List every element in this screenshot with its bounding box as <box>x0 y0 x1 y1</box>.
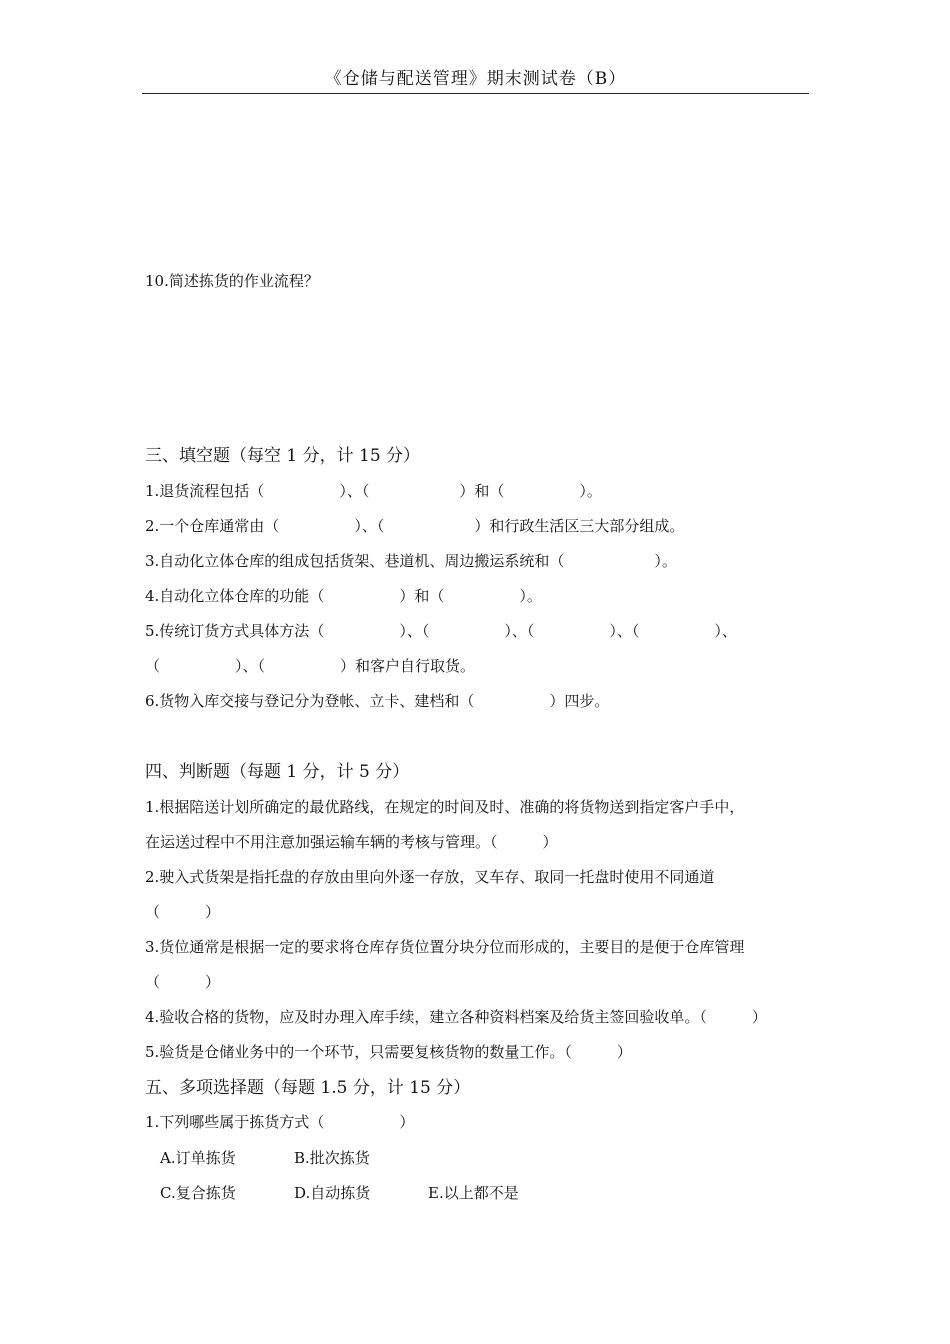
true-false-question-continued: 在运送过程中不用注意加强运输车辆的考核与管理。（ ） <box>145 833 558 851</box>
fill-blank-question-continued: （ ）、（ ）和客户自行取货。 <box>145 657 476 675</box>
fill-blank-question: 1.退货流程包括（ ）、（ ）和（ ）。 <box>145 482 602 500</box>
fill-blank-question: 6.货物入库交接与登记分为登帐、立卡、建档和（ ）四步。 <box>145 692 610 710</box>
true-false-question-continued: （ ） <box>145 903 221 921</box>
true-false-question: 5.验货是仓储业务中的一个环节，只需要复核货物的数量工作。（ ） <box>145 1043 632 1061</box>
page-header-title: 《仓储与配送管理》期末测试卷（B） <box>324 69 627 89</box>
fill-blank-question: 4.自动化立体仓库的功能（ ）和（ ）。 <box>145 587 542 605</box>
true-false-question: 1.根据陪送计划所确定的最优路线，在规定的时间及时、准确的将货物送到指定客户手中， <box>145 798 745 816</box>
section-5-title: 五、多项选择题（每题 1.5 分，计 15 分） <box>145 1078 471 1098</box>
option-e: E.以上都不是 <box>428 1184 519 1202</box>
section-3-title: 三、填空题（每空 1 分，计 15 分） <box>145 446 421 466</box>
true-false-question-continued: （ ） <box>145 973 221 991</box>
true-false-question: 3.货位通常是根据一定的要求将仓库存货位置分块分位而形成的，主要目的是便于仓库管理 <box>145 938 745 956</box>
section-4-title: 四、判断题（每题 1 分，计 5 分） <box>145 762 410 782</box>
true-false-question: 4.验收合格的货物，应及时办理入库手续，建立各种资料档案及给货主签回验收单。（ ） <box>145 1008 767 1026</box>
multiple-choice-question: 1.下列哪些属于拣货方式（ ） <box>145 1113 415 1131</box>
header-rule <box>142 93 809 94</box>
option-b: B.批次拣货 <box>294 1149 370 1167</box>
option-c: C.复合拣货 <box>160 1184 236 1202</box>
fill-blank-question: 3.自动化立体仓库的组成包括货架、巷道机、周边搬运系统和（ ）。 <box>145 552 677 570</box>
true-false-question: 2.驶入式货架是指托盘的存放由里向外逐一存放，叉车存、取同一托盘时使用不同通道 <box>145 868 715 886</box>
fill-blank-question: 5.传统订货方式具体方法（ ）、（ ）、（ ）、（ ）、 <box>145 622 737 640</box>
question-10: 10.简述拣货的作业流程？ <box>145 272 319 290</box>
option-d: D.自动拣货 <box>294 1184 371 1202</box>
option-a: A.订单拣货 <box>160 1149 236 1167</box>
fill-blank-question: 2.一个仓库通常由（ ）、（ ）和行政生活区三大部分组成。 <box>145 517 685 535</box>
